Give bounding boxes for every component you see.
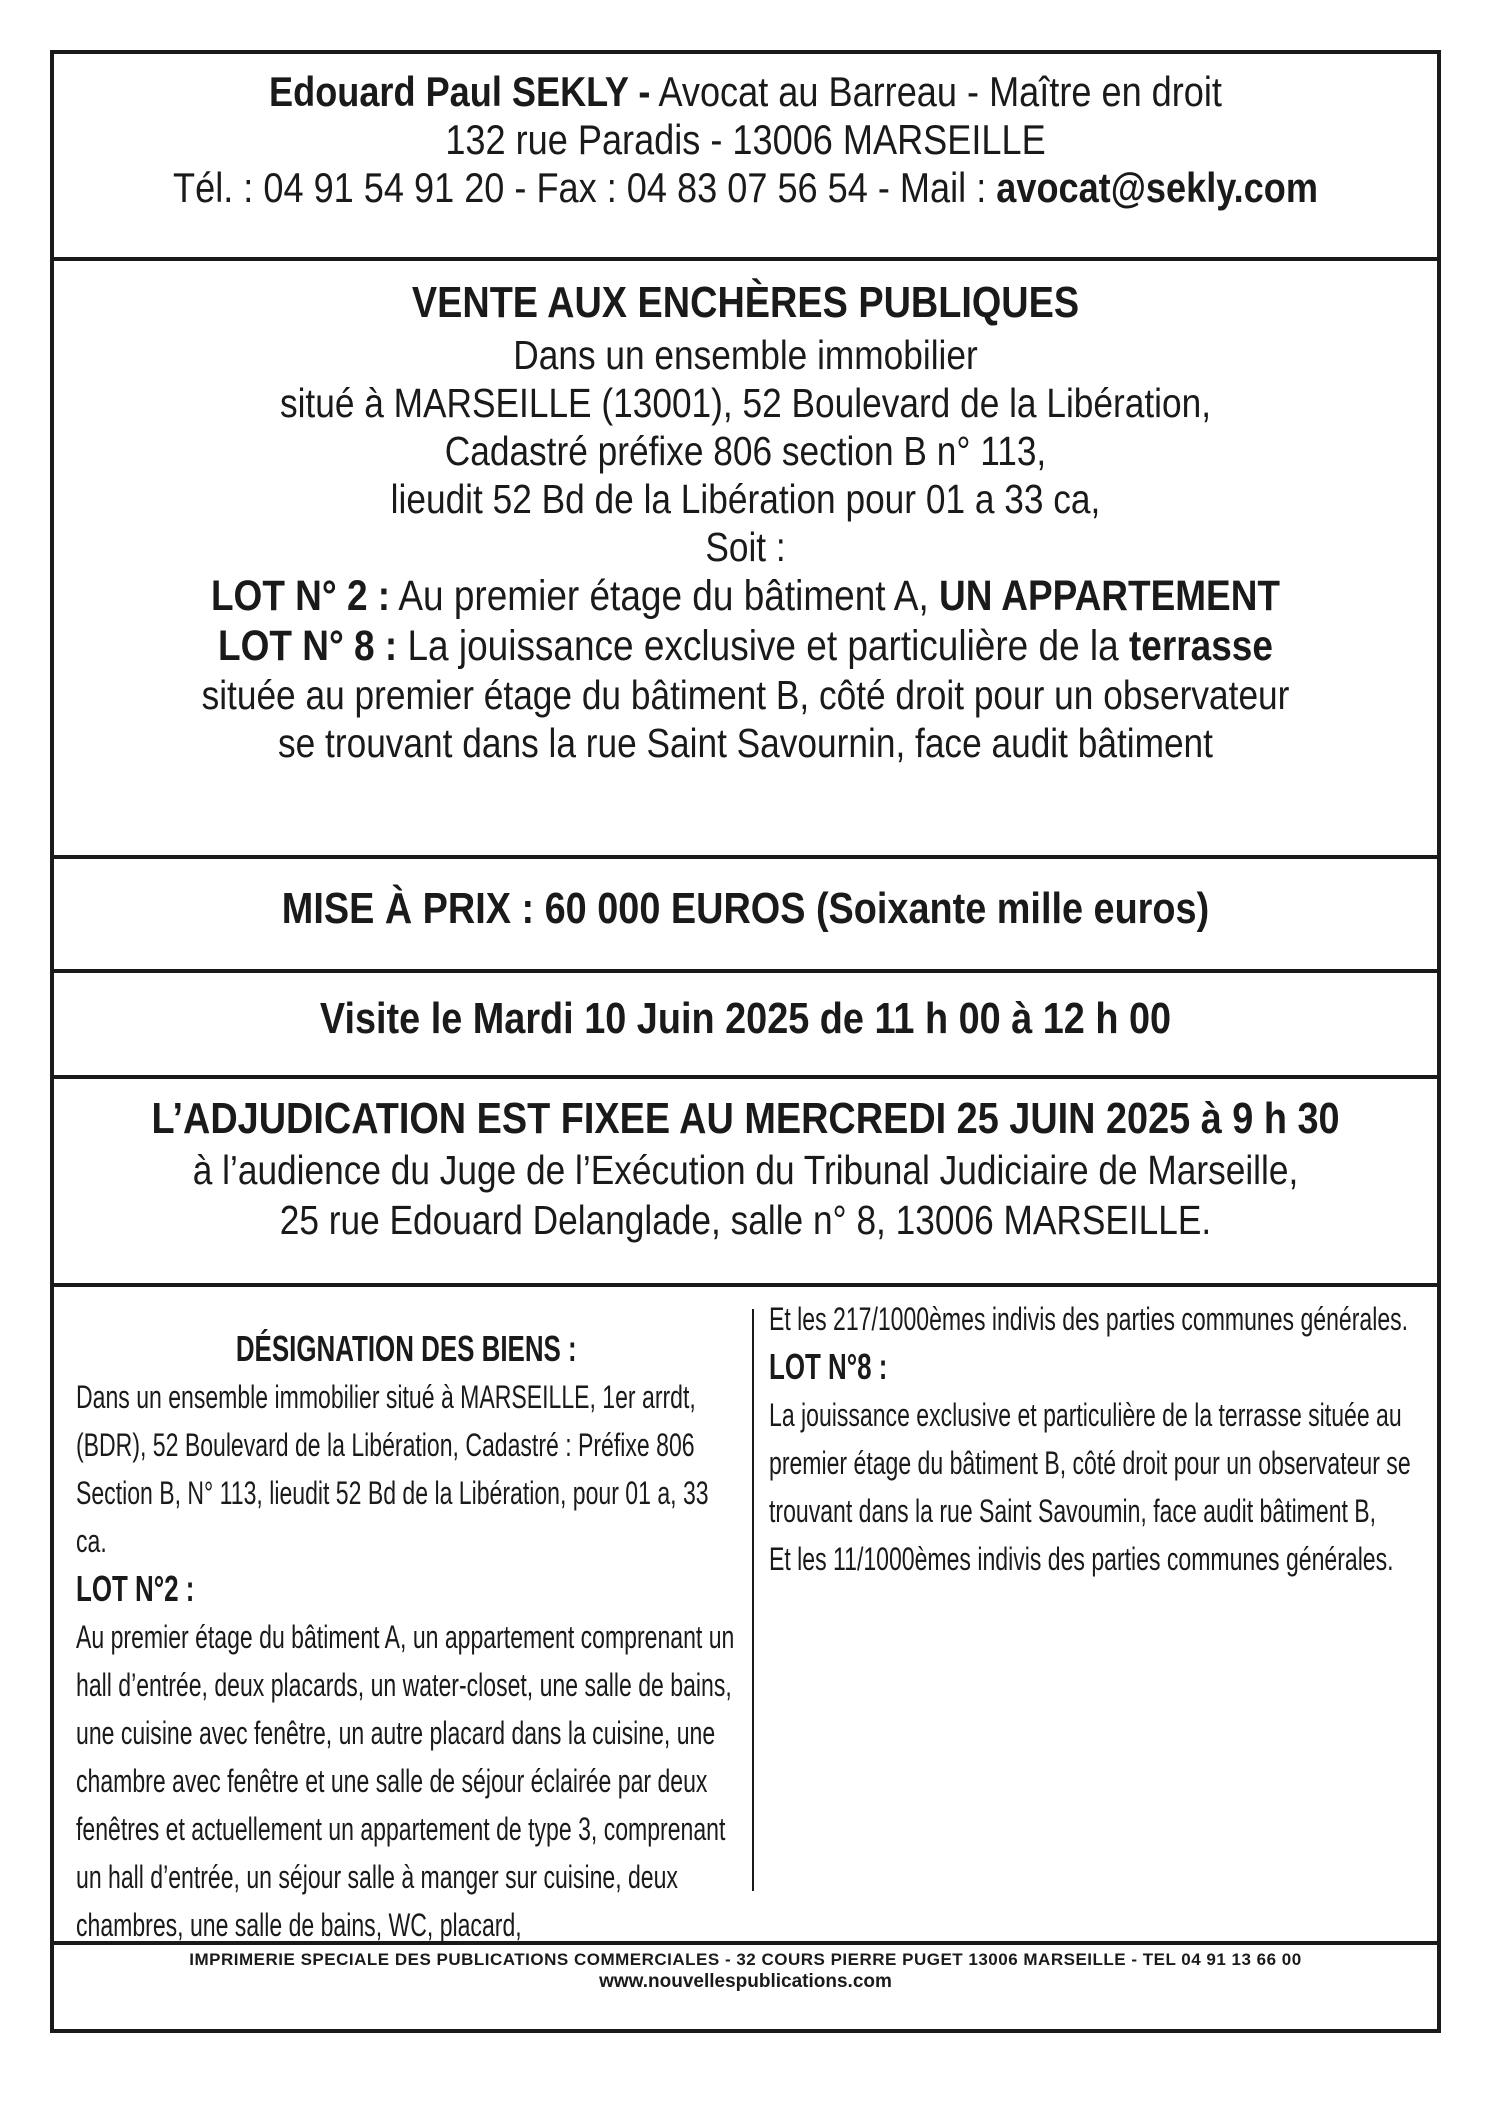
- lawyer-header: [54, 54, 1437, 261]
- lawyer-contact: Tél. : 04 91 54 91 20 - Fax : 04 83 07 56 54 - Mail :: [173, 164, 997, 211]
- lot2-label: LOT N° 2 :: [210, 572, 391, 620]
- sale-line: Cadastré préfixe 806 section B n° 113,: [444, 428, 1047, 474]
- lot8-line3: se trouvant dans la rue Saint Savournin, face audit bâtiment: [278, 720, 1213, 766]
- adjudication-section: [54, 1079, 1437, 1287]
- lot2-body: Au premier étage du bâtiment A, un appartement comprenant un hall d’entrée, deux placards, un water-closet, une salle de bains, une cuisine avec fenêtre, un autre placard dans la cuisine, une chambre avec fenêtre et une salle de séjour éclairée par deux fenêtres et actuellement un appartement de type 3, comprenant un hall d’entrée, un séjour salle à manger sur cuisine, deux chambres, une salle de bains, WC, placard,: [76, 1619, 735, 1943]
- visit-date: Visite le Mardi 10 Juin 2025 de 11 h 00 à 12 h 00: [319, 994, 1172, 1043]
- lot2-bold: UN APPARTEMENT: [938, 572, 1281, 620]
- lot8-share: Et les 11/1000èmes indivis des parties communes générales.: [769, 1541, 1394, 1577]
- adjudication-title: L’ADJUDICATION EST FIXEE AU MERCREDI 25 JUIN 2025 à 9 h 30: [151, 1094, 1340, 1143]
- lawyer-name: Edouard Paul SEKLY -: [269, 68, 651, 115]
- lawyer-title: Avocat au Barreau - Maître en droit: [650, 68, 1222, 115]
- sale-line: Dans un ensemble immobilier: [513, 332, 978, 378]
- adjudication-line1: à l’audience du Juge de l’Exécution du Tribunal Judiciaire de Marseille,: [192, 1147, 1299, 1193]
- visit-section: [54, 973, 1437, 1079]
- details-right-column: [769, 1295, 1419, 1583]
- lot2-heading: LOT N°2 :: [76, 1568, 195, 1609]
- sale-title: VENTE AUX ENCHÈRES PUBLIQUES: [411, 278, 1080, 327]
- lot8-body: La jouissance exclusive et particulière de la terrasse située au premier étage du bâtiment B, côté droit pour un observateur se trouvant dans la rue Saint Savoumin, face audit bâtiment B,: [769, 1397, 1411, 1529]
- lot2-share: Et les 217/1000èmes indivis des parties communes générales.: [769, 1301, 1409, 1337]
- sale-line: lieudit 52 Bd de la Libération pour 01 a 33 ca,: [390, 476, 1101, 522]
- details-heading: DÉSIGNATION DES BIENS :: [235, 1328, 577, 1369]
- lawyer-contact-line: [151, 164, 1340, 212]
- property-details: [54, 1287, 1437, 1945]
- lot8-label: LOT N° 8 :: [218, 622, 398, 670]
- lot8-bold: terrasse: [1128, 622, 1273, 670]
- price-section: [54, 859, 1437, 973]
- printer-footer: [54, 1945, 1437, 1993]
- lot8-line2: située au premier étage du bâtiment B, côté droit pour un observateur: [201, 672, 1290, 718]
- lot8-summary: [151, 621, 1340, 671]
- lawyer-email: avocat@sekly.com: [996, 164, 1318, 211]
- printer-info: IMPRIMERIE SPECIALE DES PUBLICATIONS COMMERCIALES - 32 COURS PIERRE PUGET 13006 MARSEILLE - TEL 04 91 13 66 00: [189, 1950, 1302, 1969]
- lot8-heading: LOT N°8 :: [769, 1346, 888, 1387]
- column-divider: [752, 1309, 754, 1891]
- starting-price: MISE À PRIX : 60 000 EUROS (Soixante mille euros): [281, 884, 1210, 933]
- sale-line: situé à MARSEILLE (13001), 52 Boulevard de la Libération,: [279, 380, 1212, 426]
- lot2-text: Au premier étage du bâtiment A,: [390, 572, 939, 620]
- sale-section: [54, 261, 1437, 859]
- lawyer-address: 132 rue Paradis - 13006 MARSEILLE: [445, 116, 1046, 163]
- lot2-summary: [151, 571, 1340, 621]
- details-intro: Dans un ensemble immobilier situé à MARSEILLE, 1er arrdt, (BDR), 52 Boulevard de la Libération, Cadastré : Préfixe 806 Section B, N° 113, lieudit 52 Bd de la Libération, pour 01 a, 33 ca.: [76, 1379, 709, 1559]
- sale-line: Soit :: [705, 524, 786, 570]
- printer-website: www.nouvellespublications.com: [599, 1971, 892, 1992]
- legal-notice-page: [50, 50, 1441, 2033]
- details-left-column: [76, 1325, 736, 1949]
- adjudication-line2: 25 rue Edouard Delanglade, salle n° 8, 13006 MARSEILLE.: [279, 1197, 1212, 1243]
- lot8-text: La jouissance exclusive et particulière de la: [397, 622, 1129, 670]
- lawyer-name-line: [151, 68, 1340, 116]
